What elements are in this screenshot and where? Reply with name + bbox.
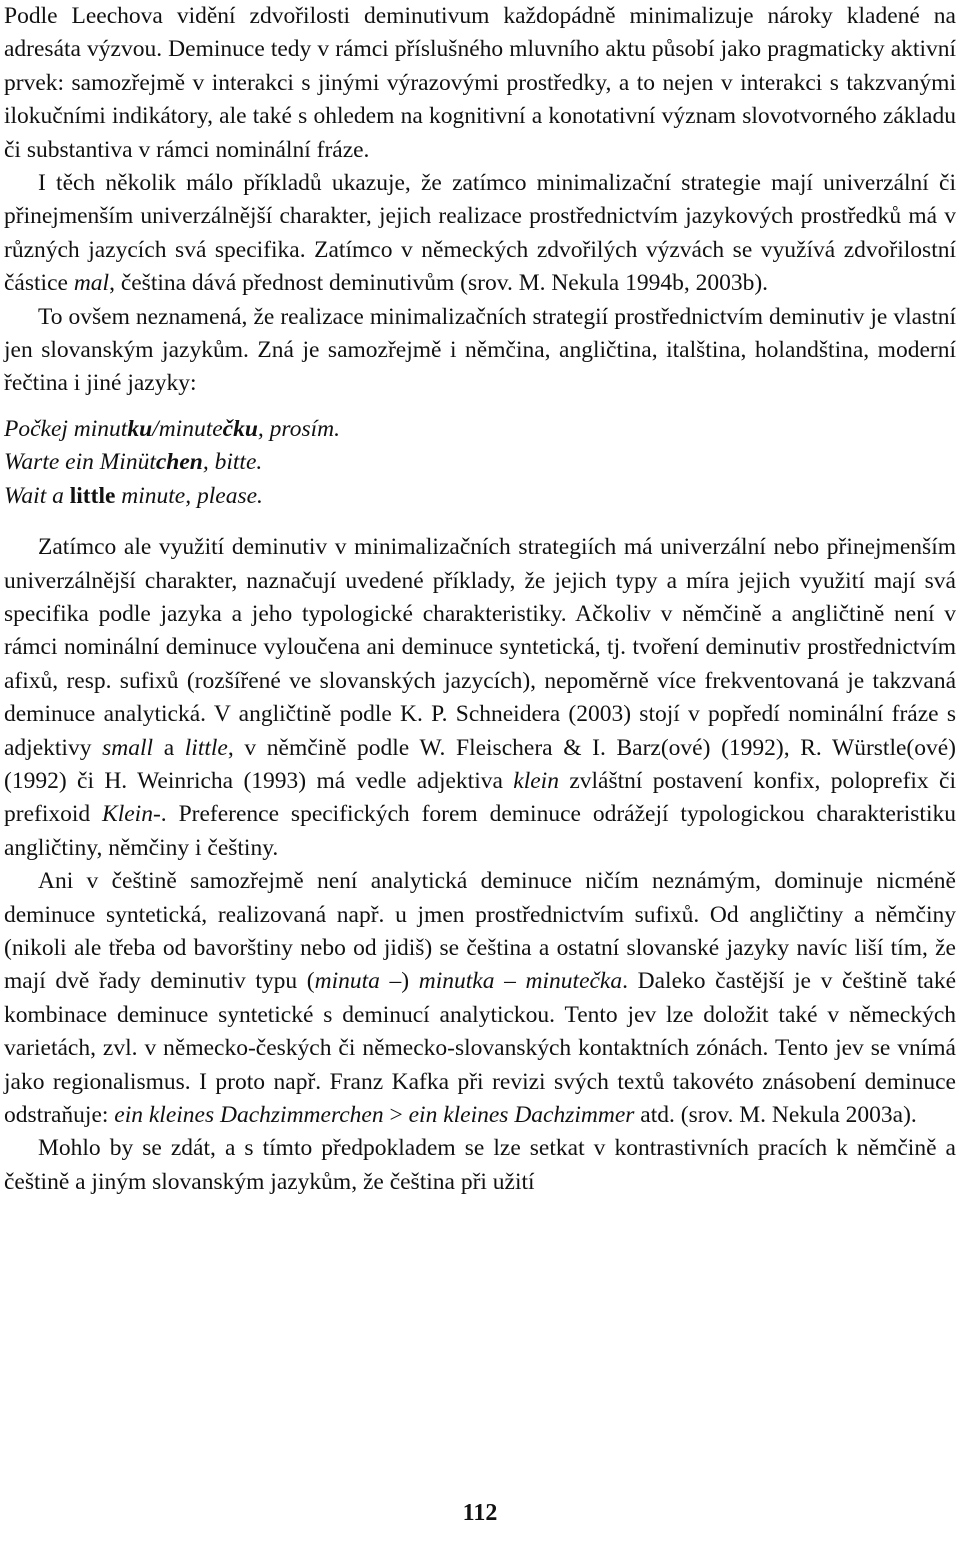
page-body <box>4 0 956 1199</box>
paragraph-5-text-e: . Daleko častější je v češtině také kombinace deminuce syntetické s deminucí analytickou. Tento jev lze doložit také v německých varietách, zvl. v německo-českých či německo-slovanských kontaktních zónách. Tento jev se vnímá jako regionalismus. I proto např. Franz Kafka při revizi svých textů takovéto znásobení deminuce odstraňuje: <box>4 968 957 1128</box>
paragraph-4-text-i: . Preference specifických forem deminuce odrážejí typologickou charakteristiku angličtiny, němčiny i češtiny. <box>4 801 956 861</box>
example-czech-a: Počkej minut <box>4 415 128 442</box>
example-english-b: little <box>69 482 116 509</box>
paragraph-5-text-a: Ani v češtině samozřejmě není analytická deminuce ničím neznámým, dominuje nicméně deminuce syntetická, realizovaná např. u jmen prostřednictvím sufixů. Od angličtiny a němčiny (nikoli ale třeba od bavorštiny nebo od jidiš) se čeština a ostatní slovanské jazyky navíc liší tím, že mají dvě řady deminutiv typu ( <box>4 868 956 995</box>
paragraph-2-italic-mal: mal <box>73 270 110 297</box>
example-czech-d: čku <box>222 415 258 442</box>
paragraph-4-italic-little: little <box>184 734 228 761</box>
paragraph-2-text-a: I těch několik málo příkladů ukazuje, že zatímco minimalizační strategie mají univerzální či přinejmenším univerzálnější charakter, jejich realizace prostřednictvím jazykových prostředků má v různých jazycích svá specifika. Zatímco v německých zdvořilých výzvách se využívá zdvořilostní částice <box>4 170 956 297</box>
example-german-b: chen <box>155 449 203 476</box>
paragraph-4-text-c: a <box>153 734 185 761</box>
paragraph-2-text-c: , čeština dává přednost deminutivům (srov. M. Nekula 1994b, 2003b). <box>109 270 769 297</box>
example-german-a: Warte ein Minüt <box>4 449 156 476</box>
paragraph-4-italic-klein: klein <box>513 767 559 794</box>
paragraph-2 <box>4 167 956 301</box>
example-english <box>4 480 956 513</box>
paragraph-5-text-i: atd. (srov. M. Nekula 2003a). <box>634 1102 917 1128</box>
paragraph-5-italic-dachzimmer: ein kleines Dachzimmer <box>408 1102 635 1128</box>
paragraph-5-italic-minuta: minuta <box>314 968 380 995</box>
paragraph-3: To ovšem neznamená, že realizace minimalizačních strategií prostřednictvím deminutiv je vlastní jen slovanským jazykům. Zná je samozřejmě i němčina, angličtina, italština, holandština, moderní řečtina i jiné jazyky: <box>4 303 956 397</box>
paragraph-4 <box>4 531 956 865</box>
paragraph-6: Mohlo by se zdát, a s tímto předpokladem se lze setkat v kontrastivních pracích k němčině a češtině a jiným slovanským jazykům, že čeština při užití <box>4 1135 956 1195</box>
paragraph-4-text-a: Zatímco ale využití deminutiv v minimalizačních strategiích má univerzální nebo přinejmenším univerzálnější charakter, naznačují uvedené příklady, že jejich typy a míra jejich využití mají svá specifika podle jazyka a jeho typologické charakteristiky. Ačkoliv v němčině a angličtině není v rámci nominální deminuce vyloučena ani deminuce syntetická, tj. tvoření deminutiv prostřednictvím afixů, resp. sufixů (rozšířené ve slovanských jazycích), nepoměrně více frekventovaná je takzvaná deminuce analytická. V angličtině podle K. P. Schneidera (2003) stojí v popředí nominální fráze s adjektivy <box>4 534 956 761</box>
example-list <box>4 413 956 513</box>
paragraph-5-italic-dachzimmerchen: ein kleines Dachzimmerchen <box>114 1102 384 1128</box>
paragraph-4-text-e: , v němčině podle W. Fleischera & I. Barz(ové) (1992), R. Würstle(ové) (1992) či H. Weinricha (1993) má vedle adjektiva <box>4 734 957 794</box>
paragraph-4-italic-klein-prefix: Klein- <box>102 801 161 828</box>
example-czech-c: /minute <box>152 415 223 442</box>
example-german-c: , bitte. <box>202 449 263 476</box>
paragraph-5-text-g: > <box>383 1102 409 1128</box>
paragraph-5-italic-minutka: minutka – minutečka <box>418 968 623 995</box>
example-czech-b: ku <box>127 415 153 442</box>
paragraph-4-text-g: zvláštní postavení konfix, poloprefix či prefixoid <box>4 767 956 828</box>
example-german <box>4 446 956 479</box>
example-czech-e: , prosím. <box>257 415 340 442</box>
example-english-a: Wait a <box>4 482 70 509</box>
paragraph-5 <box>4 865 956 1132</box>
example-english-c: minute, please. <box>115 482 263 509</box>
example-czech <box>4 413 956 446</box>
page-number: 112 <box>462 1500 498 1526</box>
paragraph-1: Podle Leechova vidění zdvořilosti deminutivum každopádně minimalizuje nároky kladené na adresáta výzvou. Deminuce tedy v rámci příslušného mluvního aktu působí jako pragmaticky aktivní prvek: samozřejmě v interakci s jinými výrazovými prostředky, a to nejen v interakci s takzvanými ilokučními indikátory, ale také s ohledem na kognitivní a konotativní význam slovotvorného základu či substantiva v rámci nominální fráze. <box>4 3 956 163</box>
paragraph-5-text-c: –) <box>379 968 419 995</box>
paragraph-4-italic-small: small <box>102 734 154 761</box>
